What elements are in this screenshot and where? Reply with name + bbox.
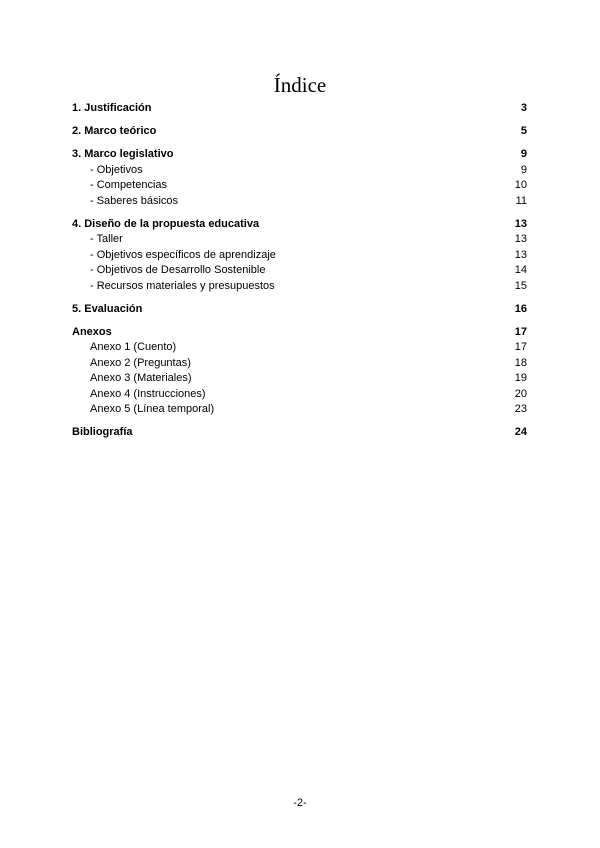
- toc-entry-page: 9: [520, 163, 527, 176]
- toc-entry-label: - Objetivos específicos de aprendizaje: [90, 248, 276, 261]
- toc-entry-label: 1. Justificación: [72, 102, 152, 114]
- toc-entry-evaluacion[interactable]: [72, 302, 527, 318]
- page-title: Índice: [273, 73, 327, 97]
- toc-subentry-anexo-5[interactable]: [72, 402, 527, 418]
- toc-entry-page: 17: [514, 325, 527, 338]
- toc-entry-label: Anexo 2 (Preguntas): [90, 356, 191, 369]
- toc-entry-page: 24: [514, 426, 527, 438]
- toc-subentry-taller[interactable]: [72, 232, 527, 248]
- toc-entry-page: 17: [514, 341, 527, 353]
- toc-entry-page: 13: [514, 233, 527, 245]
- toc-entry-page: 10: [514, 179, 527, 191]
- table-of-contents: [72, 101, 527, 441]
- toc-entry-anexos[interactable]: [72, 325, 527, 341]
- toc-entry-label: Anexo 3 (Materiales): [90, 372, 192, 384]
- toc-entry-page: 20: [514, 387, 527, 400]
- toc-entry-page: 19: [514, 372, 527, 384]
- toc-entry-label: - Recursos materiales y presupuestos: [90, 279, 275, 292]
- toc-entry-label: Anexo 5 (Línea temporal): [90, 403, 215, 415]
- toc-entry-page: 14: [514, 264, 527, 276]
- toc-subentry-competencias[interactable]: [72, 178, 527, 194]
- toc-subentry-recursos[interactable]: [72, 279, 527, 295]
- toc-entry-page: 13: [514, 248, 527, 261]
- toc-entry-page: 3: [520, 102, 527, 114]
- page-number: -2-: [293, 797, 307, 809]
- toc-entry-page: 5: [520, 125, 527, 137]
- toc-subentry-saberes-basicos[interactable]: [72, 194, 527, 210]
- toc-entry-label: Anexo 1 (Cuento): [90, 341, 177, 353]
- toc-entry-page: 9: [520, 148, 527, 160]
- toc-entry-label: 4. Diseño de la propuesta educativa: [72, 217, 260, 230]
- toc-entry-page: 11: [515, 194, 527, 207]
- toc-subentry-ods[interactable]: [72, 263, 527, 279]
- toc-entry-label: - Competencias: [90, 179, 168, 191]
- toc-entry-marco-legislativo[interactable]: [72, 147, 527, 163]
- toc-entry-page: 15: [514, 279, 527, 292]
- toc-entry-label: - Taller: [90, 233, 123, 245]
- toc-subentry-anexo-2[interactable]: [72, 356, 527, 372]
- toc-entry-label: - Objetivos de Desarrollo Sostenible: [90, 264, 266, 276]
- toc-subentry-objetivos-especificos[interactable]: [72, 248, 527, 264]
- toc-entry-bibliografia[interactable]: [72, 425, 527, 441]
- toc-entry-label: 3. Marco legislativo: [72, 148, 174, 160]
- toc-entry-page: 13: [514, 217, 527, 230]
- toc-subentry-anexo-1[interactable]: [72, 340, 527, 356]
- toc-entry-label: Bibliografía: [72, 426, 133, 438]
- toc-entry-label: 5. Evaluación: [72, 302, 143, 315]
- toc-entry-marco-teorico[interactable]: [72, 124, 527, 140]
- toc-entry-label: - Objetivos: [90, 163, 143, 176]
- toc-entry-page: 16: [514, 302, 527, 315]
- toc-subentry-objetivos[interactable]: [72, 163, 527, 179]
- toc-entry-label: Anexo 4 (Instrucciones): [90, 387, 206, 400]
- toc-entry-label: - Saberes básicos: [90, 194, 179, 207]
- toc-entry-page: 23: [514, 403, 527, 415]
- toc-entry-justificacion[interactable]: [72, 101, 527, 117]
- toc-entry-label: Anexos: [72, 325, 112, 338]
- toc-entry-diseno-propuesta[interactable]: [72, 217, 527, 233]
- toc-subentry-anexo-4[interactable]: [72, 387, 527, 403]
- toc-entry-label: 2. Marco teórico: [72, 125, 157, 137]
- toc-subentry-anexo-3[interactable]: [72, 371, 527, 387]
- toc-entry-page: 18: [514, 356, 527, 369]
